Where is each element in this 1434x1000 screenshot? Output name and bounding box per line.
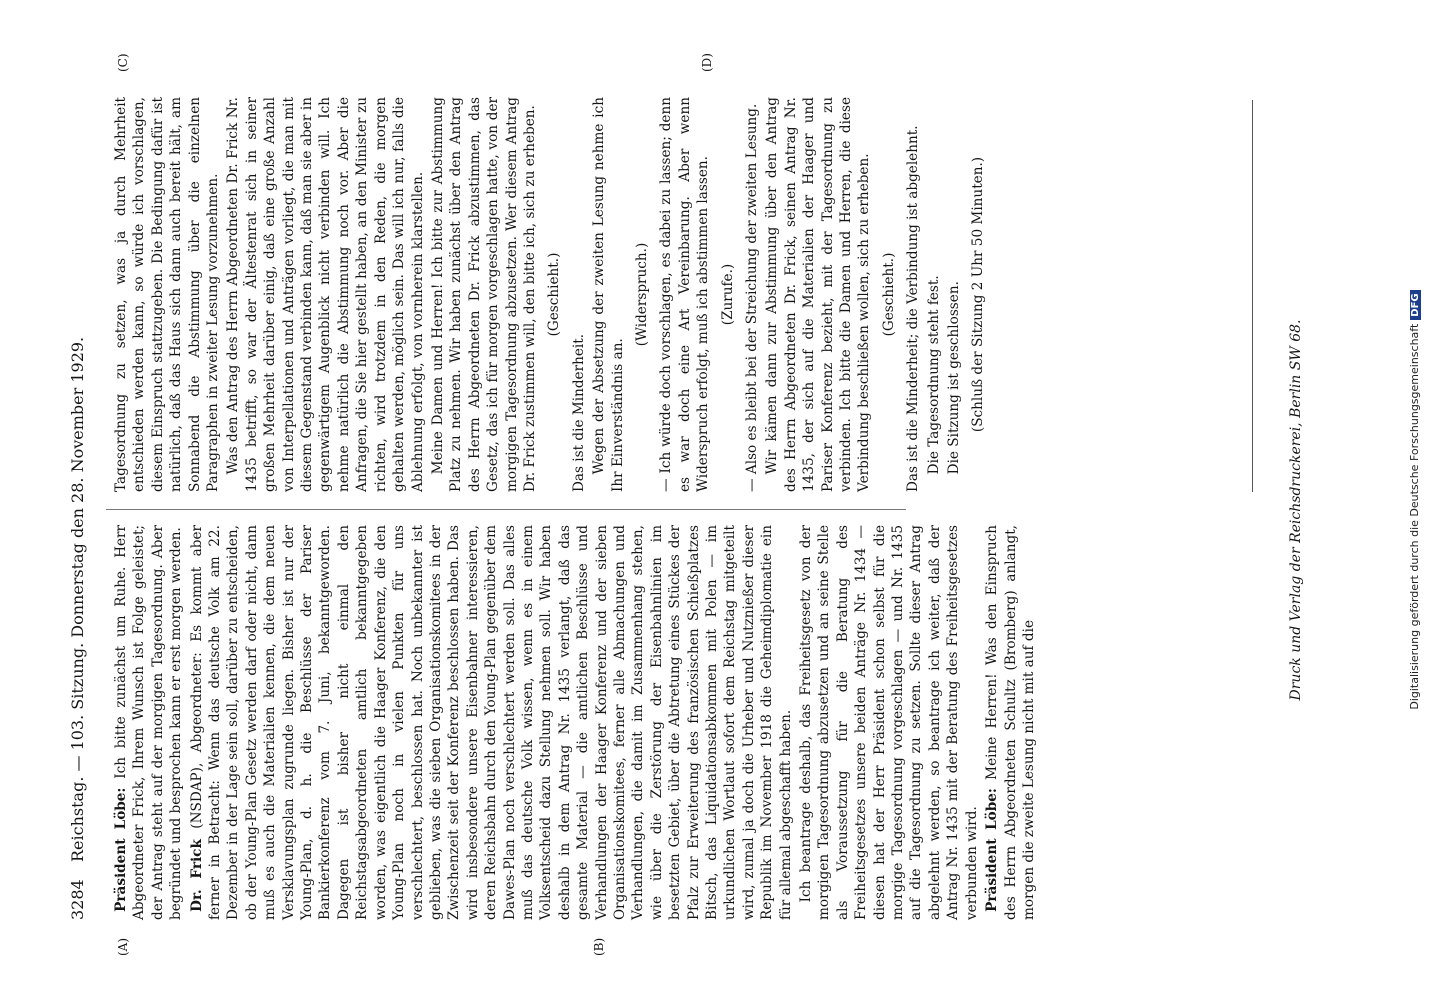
paragraph: Das ist die Minderheit. — [570, 333, 587, 492]
page-header — [68, 100, 94, 920]
paragraph-text: Ich bitte zunächst um Ruhe. Herr Abgeordneter Frick, Ihrem Wunsch ist Folge geleistet; der Antrag steht auf der morgigen Tagesordnung. Aber begründet und besprochen kann er erst morgen werden. — [113, 525, 185, 920]
margin-mark-d: (D) — [700, 53, 714, 72]
page-number: 3284 — [68, 879, 87, 920]
paragraph: Meine Damen und Herren! Ich bitte zur Abstimmung Platz zu nehmen. Wir haben zunächst über den Antrag des Herrn Abgeordneten Dr. Frick abzustimmen, das Gesetz, das ich für morgen vorgeschlagen hatte, von der morgigen Tagesordnung abzusetzen. Wer diesem Antrag Dr. Frick zustimmen will, den bitte ich, sich zu erheben. — [429, 97, 538, 492]
paragraph: Ich beantrage deshalb, das Freiheitsgesetz von der morgigen Tagesordnung abzusetzen und an seine Stelle als Voraussetzung für die Beratung des Freiheitsgesetzes unsere beiden Anträge Nr. 1434 — diesen hat der Herr Präsident schon selbst für die morgige Tagesordnung vorgeschlagen — und Nr. 1435 auf die Tagesordnung zu setzen. Sollte dieser Antrag abgelehnt werden, so beantrage ich weiter, daß der Antrag Nr. 1435 mit der Beratung des Freiheitsgesetzes verbunden wird. — [798, 525, 980, 920]
stage-direction: (Widerspruch.) — [633, 242, 650, 347]
paragraph — [188, 525, 795, 920]
paragraph: Das ist die Minderheit; die Verbindung ist abgelehnt. — [905, 125, 922, 492]
paragraph — [983, 525, 1038, 920]
right-column — [112, 97, 994, 492]
funding-note — [1408, 8, 1421, 992]
stage-direction: (Zurufe.) — [719, 263, 736, 326]
left-column — [112, 525, 1040, 920]
speaker-name: Präsident Löbe: — [113, 787, 129, 912]
running-title: Reichstag. — 103. Sitzung. Donnerstag den 28. November 1929. — [68, 336, 87, 862]
closing-note: (Schluß der Sitzung 2 Uhr 50 Minuten.) — [970, 156, 987, 433]
stage-direction: (Geschieht.) — [880, 252, 897, 337]
column-divider — [106, 509, 906, 510]
speaker-name: Präsident Löbe: — [984, 788, 1001, 912]
paragraph: Die Sitzung ist geschlossen. — [946, 281, 963, 475]
footer-rule — [1252, 100, 1253, 492]
margin-mark-c: (C) — [116, 53, 130, 72]
paragraph: — Ich würde doch vorschlagen, es dabei zu lassen; denn es war doch eine Art Vereinbarung. Aber wenn Widerspruch erfolgt, muß ich abstimmen lassen. — [658, 97, 712, 492]
paragraph: Was den Antrag des Herrn Abgeordneten Dr. Frick Nr. 1435 betrifft, so war der Ältestenrat sich in seiner großen Mehrheit darüber einig, daß eine große Anzahl von Interpellationen und Anträgen vorliegt, die man mit diesem Gegenstand verbinden kann, daß man sie aber in gegenwärtigem Augenblick nicht verbinden will. Ich nehme natürlich die Abstimmung noch vor. Aber die Anfragen, die Sie hier gestellt haben, an den Minister zu richten, wird trotzdem in den Reden, die morgen gehalten werden, möglich sein. Das will ich nur, falls die Ablehnung erfolgt, von vornherein klarstellen. — [225, 97, 426, 492]
paragraph: Die Tagesordnung steht fest. — [925, 275, 942, 475]
printer-imprint: Druck und Verlag der Reichsdruckerei, Berlin SW 68. — [1288, 319, 1304, 701]
paragraph: Tagesordnung zu setzen, was ja durch Mehrheit entschieden werden kann, so würde ich vorschlagen, diesem Einspruch stattzugeben. Die Bedingung dafür ist natürlich, daß das Haus sich dann auch bereit hält, am Sonnabend die Abstimmung über die einzelnen Paragraphen in zweiter Lesung vorzunehmen. — [113, 97, 222, 492]
funding-text: Digitalisierung gefördert durch die Deutsche Forschungsgemeinschaft — [1408, 323, 1421, 710]
speaker-name: Dr. Frick — [188, 839, 205, 912]
dfg-logo: DFG — [1410, 290, 1421, 319]
stage-direction: (Geschieht.) — [546, 252, 563, 337]
paragraph: — Also es bleibt bei der Streichung der zweiten Lesung. — [744, 103, 760, 492]
paragraph: Wegen der Absetzung der zweiten Lesung nehme ich Ihr Einverständnis an. — [591, 97, 626, 492]
paragraph-text: Meine Herren! Was den Einspruch des Herrn Abgeordneten Schultz (Bromberg) anlangt, morgen die zweite Lesung nicht mit auf die — [984, 525, 1037, 920]
margin-mark-a: (A) — [116, 937, 130, 956]
paragraph — [112, 525, 186, 920]
margin-mark-b: (B) — [592, 937, 606, 956]
paragraph: Wir kämen dann zur Abstimmung über den Antrag des Herrn Abgeordneten Dr. Frick, seinen Antrag Nr. 1435, der sich auf die Materialien der Haager und Pariser Konferenz bezieht, mit der Tagesordnung zu verbinden. Ich bitte die Damen und Herren, die diese Verbindung beschließen wollen, sich zu erheben. — [764, 97, 873, 492]
paragraph-text: (NSDAP), Abgeordneter: Es kommt aber ferner in Betracht: Wenn das deutsche Volk am 22. Dezember in der Lage sein soll, darüber zu entscheiden, ob der Young-Plan Gesetz werden darf oder nicht, dann muß es auch die Materialien kennen, die dem neuen Versklavungsplan zugrunde liegen. Bisher ist nur der Young-Plan, d. h. die Beschlüsse der Pariser Bankierkonferenz vom 7. Juni, bekanntgeworden. Dagegen ist bisher nicht einmal den Reichstagsabgeordneten amtlich bekanntgegeben worden, was eigentlich die Haager Konferenz, die den Young-Plan noch in vielen Punkten für uns verschlechtert, beschlossen hat. Noch unbekannter ist geblieben, was die sieben Organisationskomitees in der Zwischenzeit seit der Konferenz beschlossen haben. Das wird insbesondere unsere Eisenbahner interessieren, deren Reichsbahn durch den Young-Plan gegenüber dem Dawes-Plan noch verschlechtert werden soll. Das alles muß das deutsche Volk wissen, wenn es in einem Volksentscheid dazu Stellung nehmen soll. Wir haben deshalb in dem Antrag Nr. 1435 verlangt, daß das gesamte Material — die amtlichen Beschlüsse und Verhandlungen der Haager Konferenz und der sieben Organisationskomitees, ferner alle Abmachungen und Verhandlungen, die damit im Zusammenhang stehen, wie über die Zerstörung der Eisenbahnlinien im besetzten Gebiet, über die Abtretung eines Stückes der Pfalz zur Erweiterung des französischen Schießplatzes Bitsch, das Liquidationsabkommen mit Polen — im urkundlichen Wortlaut sofort dem Reichstag mitgeteilt wird, zumal ja doch die Urheber und Nutznießer dieser Republik im November 1918 die Geheimdiplomatie ein für allemal abgeschafft haben. — [188, 525, 794, 920]
